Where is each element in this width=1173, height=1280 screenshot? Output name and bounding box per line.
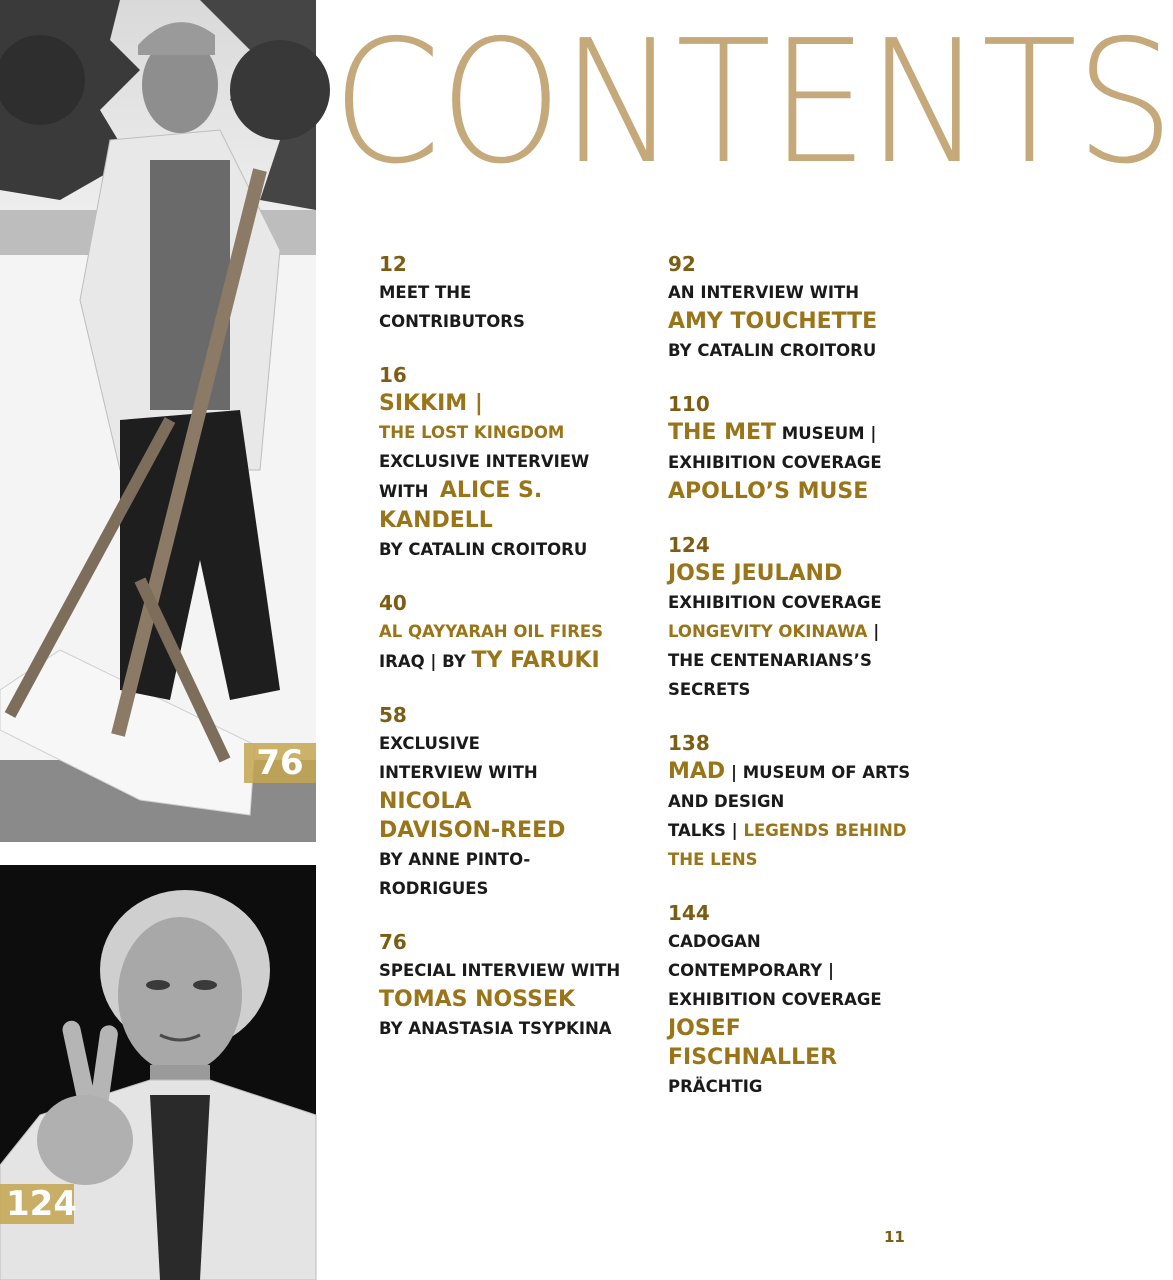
entry-line: SECRETS	[668, 680, 751, 699]
entry-name: AMY TOUCHETTE	[668, 309, 878, 334]
entry-line: EXCLUSIVE INTERVIEW	[379, 452, 590, 471]
entry-headline: THE MET	[668, 420, 777, 445]
entry-line: CONTEMPORARY |	[668, 961, 835, 980]
entry-line	[668, 816, 968, 845]
entry-subtitle: LEGENDS BEHIND	[743, 821, 907, 840]
entry-line: AN INTERVIEW WITH	[668, 283, 860, 302]
entry-name: FISCHNALLER	[668, 1045, 838, 1070]
entry-byline: BY ANNE PINTO-	[379, 850, 531, 869]
entry-line: PRÄCHTIG	[668, 1077, 763, 1096]
entry-page-number: 138	[668, 731, 710, 755]
entry-name: KANDELL	[379, 508, 493, 533]
entry-line: MEET THE	[379, 283, 472, 302]
entry-name: JOSEF	[668, 1016, 741, 1041]
contents-column-left	[379, 250, 679, 1068]
entry-page-number: 124	[668, 533, 710, 557]
entry-subtitle: THE LENS	[668, 850, 758, 869]
entry-line-part: | MUSEUM OF ARTS	[730, 763, 911, 782]
entry-headline: MAD	[668, 759, 726, 784]
entry-line-part: TALKS |	[668, 821, 738, 840]
entry-16[interactable]	[379, 361, 679, 564]
entry-line-part: MUSEUM |	[781, 424, 877, 443]
entry-40[interactable]	[379, 589, 679, 676]
entry-name: ALICE S.	[439, 478, 543, 503]
entry-page-number: 40	[379, 591, 407, 615]
entry-page-number: 58	[379, 703, 407, 727]
entry-line	[668, 617, 968, 646]
entry-headline: AL QAYYARAH OIL FIRES	[379, 622, 604, 641]
entry-12[interactable]	[379, 250, 679, 336]
entry-name: DAVISON-REED	[379, 818, 566, 843]
entry-page-number: 12	[379, 252, 407, 276]
entry-line-part: |	[873, 622, 880, 641]
entry-line-part: WITH	[379, 482, 429, 501]
entry-138[interactable]	[668, 729, 968, 874]
entry-line	[668, 418, 968, 448]
entry-92[interactable]	[668, 250, 968, 365]
entry-line-part: IRAQ | BY	[379, 652, 466, 671]
entry-headline: LONGEVITY OKINAWA	[668, 622, 868, 641]
entry-line: THE CENTENARIANS’S	[668, 651, 872, 670]
entry-line: EXCLUSIVE	[379, 734, 480, 753]
entry-line	[379, 476, 679, 506]
entry-line: AND DESIGN	[668, 792, 785, 811]
entry-name: TY FARUKI	[471, 648, 600, 673]
entry-byline: BY CATALIN CROITORU	[379, 540, 588, 559]
entry-line: SPECIAL INTERVIEW WITH	[379, 961, 621, 980]
entry-110[interactable]	[668, 390, 968, 506]
entry-name: JOSE JEULAND	[668, 561, 843, 586]
entry-58[interactable]	[379, 701, 679, 903]
entry-76[interactable]	[379, 928, 679, 1043]
entry-144[interactable]	[668, 899, 968, 1101]
entry-headline: SIKKIM |	[379, 391, 483, 416]
entry-line	[668, 757, 968, 787]
entry-line	[379, 646, 679, 676]
photo-page-badge-76: 76	[244, 743, 316, 783]
photo-man-with-shovel	[0, 0, 316, 842]
entry-line: CADOGAN	[668, 932, 761, 951]
entry-line: EXHIBITION COVERAGE	[668, 593, 882, 612]
entry-name: APOLLO’S MUSE	[668, 479, 869, 504]
entry-line: EXHIBITION COVERAGE	[668, 453, 882, 472]
entry-name: NICOLA	[379, 789, 472, 814]
entry-line: CONTRIBUTORS	[379, 312, 525, 331]
page-title: CONTENTS	[332, 4, 1173, 202]
entry-page-number: 92	[668, 252, 696, 276]
entry-page-number: 110	[668, 392, 710, 416]
page-number: 11	[884, 1228, 905, 1246]
entry-page-number: 16	[379, 363, 407, 387]
entry-name: TOMAS NOSSEK	[379, 987, 576, 1012]
entry-byline: BY CATALIN CROITORU	[668, 341, 877, 360]
entry-subtitle: THE LOST KINGDOM	[379, 423, 565, 442]
photo-page-badge-124: 124	[0, 1184, 74, 1224]
entry-byline: RODRIGUES	[379, 879, 489, 898]
entry-line: EXHIBITION COVERAGE	[668, 990, 882, 1009]
entry-page-number: 144	[668, 901, 710, 925]
entry-line: INTERVIEW WITH	[379, 763, 538, 782]
entry-page-number: 76	[379, 930, 407, 954]
entry-byline: BY ANASTASIA TSYPKINA	[379, 1019, 612, 1038]
contents-column-right	[668, 250, 968, 1126]
entry-124[interactable]	[668, 531, 968, 704]
